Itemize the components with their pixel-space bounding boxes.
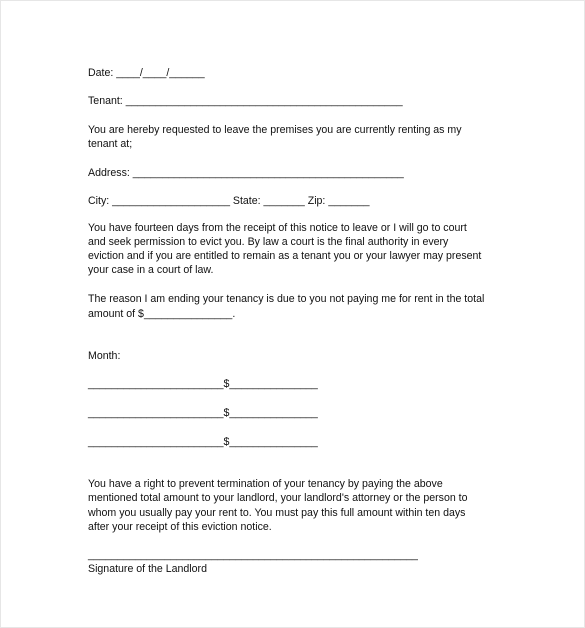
notice-paragraph-line-3: eviction and if you are entitled to remain as a tenant you or your lawyer may present (88, 250, 482, 262)
right-paragraph-line-3: whom you usually pay your rent to. You must pay this full amount within ten days (88, 507, 466, 519)
right-paragraph-line-1: You have a right to prevent termination of your tenancy by paying the above (88, 478, 443, 490)
reason-line-2: amount of $_______________. (88, 308, 236, 320)
request-line-2: tenant at; (88, 138, 133, 150)
right-paragraph-line-4: after your receipt of this eviction notice. (88, 521, 272, 533)
tenant-line: Tenant: _______________________________________________ (88, 95, 403, 107)
month-row-3: _______________________$_______________ (88, 436, 318, 448)
city-state-zip-line: City: ____________________ State: _______ Zip: _______ (88, 195, 370, 207)
notice-paragraph-line-1: You have fourteen days from the receipt of this notice to leave or I will go to court (88, 222, 467, 234)
signature-label: Signature of the Landlord (88, 563, 207, 575)
notice-paragraph-line-4: your case in a court of law. (88, 264, 214, 276)
request-line-1: You are hereby requested to leave the premises you are currently renting as my (88, 124, 462, 136)
reason-line-1: The reason I am ending your tenancy is due to you not paying me for rent in the total (88, 293, 485, 305)
month-row-2: _______________________$_______________ (88, 407, 318, 419)
month-row-1: _______________________$_______________ (88, 378, 318, 390)
notice-paragraph-line-2: and seek permission to evict you. By law a court is the final authority in every (88, 236, 449, 248)
month-label: Month: (88, 350, 121, 362)
right-paragraph-line-2: mentioned total amount to your landlord, your landlord's attorney or the person to (88, 492, 468, 504)
address-line: Address: ______________________________________________ (88, 167, 404, 179)
date-line: Date: ____/____/______ (88, 67, 205, 79)
signature-rule: ________________________________________________________ (88, 549, 418, 561)
